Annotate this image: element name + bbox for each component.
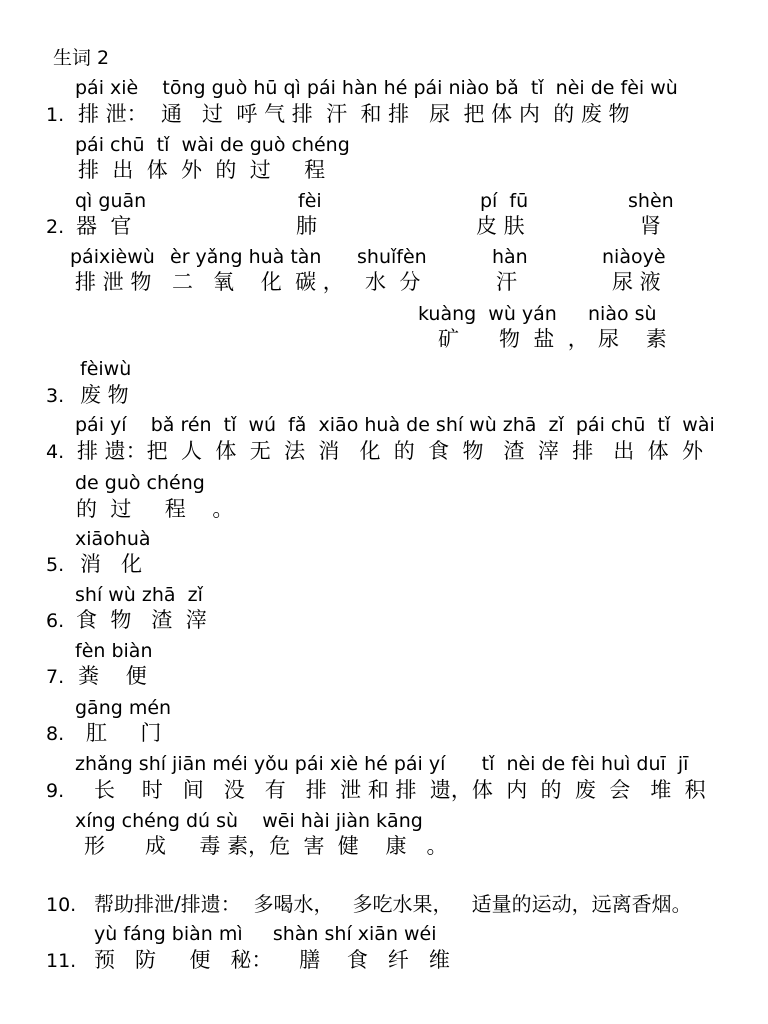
hanzi-line: 排 出 体 外 的 过 程: [78, 158, 326, 182]
pinyin-word: niàoyè: [602, 246, 666, 268]
hanzi-line: 消 化: [80, 552, 143, 576]
item-number: 8.: [46, 723, 65, 745]
pinyin-line: pái chū tǐ wài de guò chéng: [75, 134, 350, 156]
pinyin-word: shuǐfèn: [357, 246, 427, 268]
item-number: 9.: [46, 780, 65, 802]
hanzi-word: 尿 液: [612, 270, 661, 294]
hanzi-word: 矿 物 盐 ，: [438, 327, 589, 351]
pinyin-line: pái yí bǎ rén tǐ wú fǎ xiāo huà de shí wù zhā zǐ pái chū tǐ wài: [75, 414, 715, 436]
pinyin-word: èr yǎng huà tàn: [170, 246, 322, 268]
item-number: 11.: [46, 950, 77, 972]
item-number: 1.: [46, 104, 65, 126]
hanzi-line: 的 过 程 。: [76, 497, 234, 521]
item-number: 2.: [46, 216, 65, 238]
pinyin-line: yù fáng biàn mì shàn shí xiān wéi: [94, 923, 437, 945]
hanzi-line: 形 成 毒 素，危 害 健 康 。: [84, 834, 448, 858]
pinyin-word: shèn: [628, 190, 674, 212]
hanzi-line: 废 物: [80, 383, 129, 407]
pinyin-word: fèi: [298, 190, 322, 212]
hanzi-line: 预 防 便 秘： 膳 食 纤 维: [94, 948, 450, 972]
page-title: 生词 2: [53, 47, 110, 69]
hanzi-line: 粪 便: [78, 664, 147, 688]
pinyin-word: pí fū: [480, 190, 529, 212]
hanzi-line: 肛 门: [86, 721, 162, 745]
hanzi-line: 长 时 间 没 有 排 泄 和 排 遗，体 内 的 废 会 堆 积: [94, 778, 706, 802]
hanzi-word: 二 氧 化 碳 ，: [172, 270, 344, 294]
pinyin-line: xiāohuà: [75, 528, 151, 550]
item-number: 3.: [46, 385, 65, 407]
item-number: 4.: [46, 441, 65, 463]
item-number: 7.: [46, 666, 65, 688]
pinyin-line: shí wù zhā zǐ: [75, 584, 203, 606]
hanzi-word: 肺: [296, 214, 317, 238]
pinyin-line: zhǎng shí jiān méi yǒu pái xiè hé pái yí tǐ nèi de fèi huì duī jī: [75, 753, 689, 775]
hanzi-word: 皮 肤: [476, 214, 525, 238]
pinyin-word: páixièwù: [70, 246, 155, 268]
hanzi-line: 排 泄： 通 过 呼 气 排 汗 和 排 尿 把 体 内 的 废 物: [78, 102, 630, 126]
item-number: 5.: [46, 554, 65, 576]
pinyin-line: de guò chéng: [75, 472, 205, 494]
pinyin-word: hàn: [492, 246, 528, 268]
pinyin-word: niào sù: [588, 303, 657, 325]
item-number: 6.: [46, 610, 65, 632]
hanzi-word: 器 官: [76, 214, 132, 238]
pinyin-word: qì guān: [75, 190, 147, 212]
pinyin-line: xíng chéng dú sù wēi hài jiàn kāng: [75, 810, 423, 832]
hanzi-word: 排 泄 物: [75, 270, 152, 294]
item-number: 10.: [46, 894, 77, 916]
hanzi-line: 帮助排泄/排遗： 多喝水， 多吃水果， 适量的运动，远离香烟。: [94, 892, 692, 916]
pinyin-line: pái xiè tōng guò hū qì pái hàn hé pái niào bǎ tǐ nèi de fèi wù: [75, 77, 678, 99]
hanzi-word: 水 分: [365, 270, 421, 294]
hanzi-line: 排 遗：把 人 体 无 法 消 化 的 食 物 渣 滓 排 出 体 外: [77, 439, 703, 463]
hanzi-line: 食 物 渣 滓: [76, 608, 207, 632]
pinyin-line: fèn biàn: [75, 640, 153, 662]
pinyin-line: fèiwù: [80, 358, 132, 380]
pinyin-line: gāng mén: [75, 697, 172, 719]
pinyin-word: kuàng wù yán: [418, 303, 557, 325]
hanzi-word: 汗: [496, 270, 517, 294]
hanzi-word: 尿 素: [598, 327, 667, 351]
hanzi-word: 肾: [640, 214, 661, 238]
